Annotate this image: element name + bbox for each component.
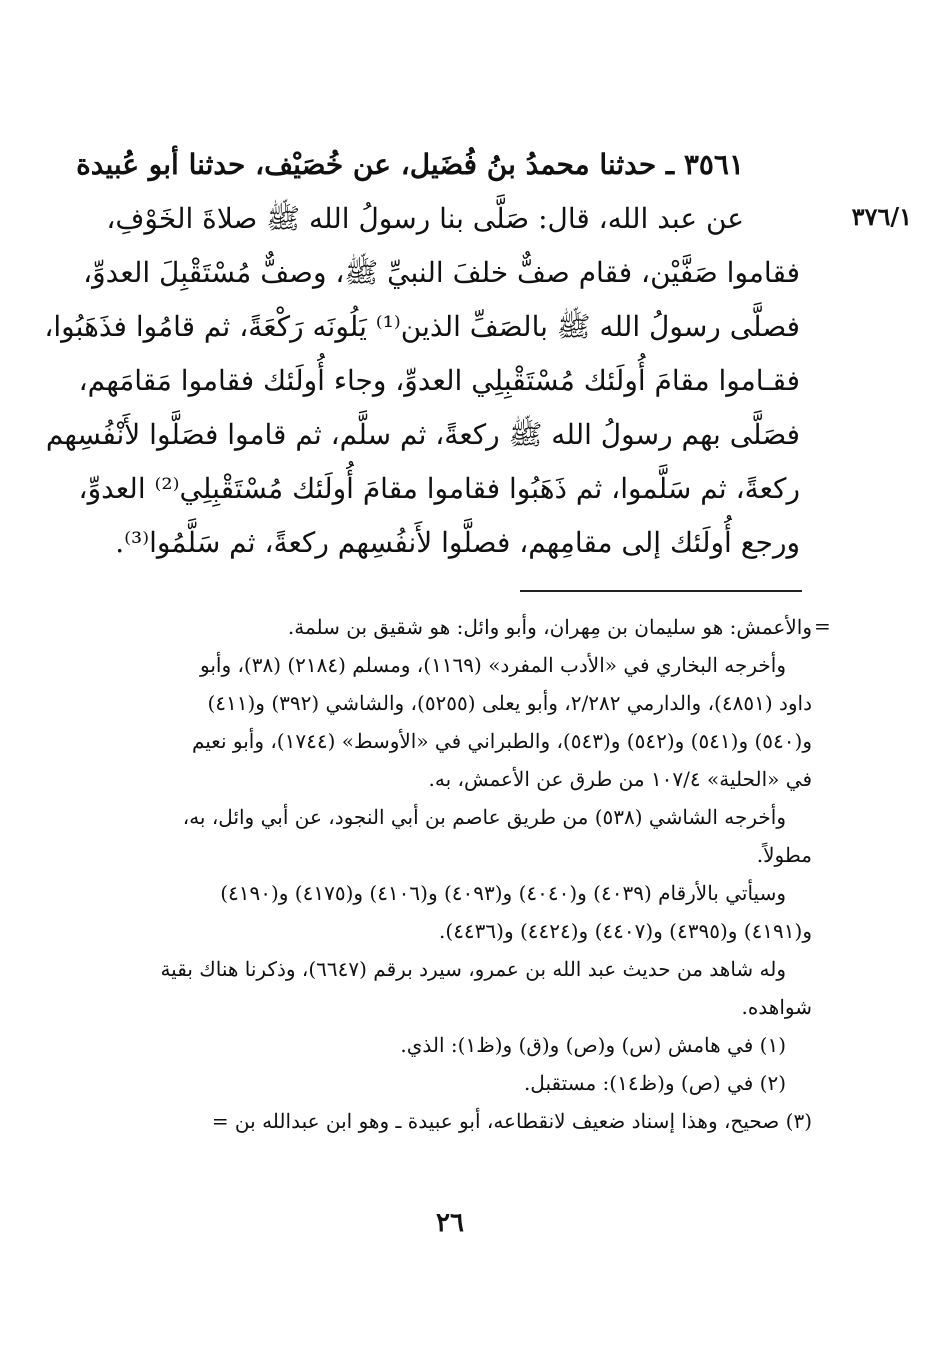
footnote-line-10: وله شاهد من حديث عبد الله بن عمرو، سيرد برقم (٦٦٤٧)، وذكرنا هناك بقية xyxy=(160,957,786,981)
footnote-1: (١) في هامش (س) و(ص) و(ق) و(ظ١): الذي. xyxy=(400,1033,786,1057)
hadith-line-3: فقاموا صَفَّيْن، فقام صفٌّ خلفَ النبيِّ ﷺ، وصفٌّ مُسْتَقْبِلَ العدوِّ، xyxy=(83,256,800,289)
footnote-continuation-mark: = xyxy=(814,614,831,638)
hadith-text xyxy=(44,138,800,570)
footnote-line-1: والأعمش: هو سليمان بن مِهران، وأبو وائل: هو شقيق بن سلمة. xyxy=(287,615,812,639)
hadith-line-4: فصلَّى رسولُ الله ﷺ بالصَفِّ الذين⁽¹⁾ يَلُونَه رَكْعَةً، ثم قامُوا فذَهَبُوا، xyxy=(44,310,800,343)
hadith-line-5: فقـاموا مقامَ أُولَئك مُسْتَقْبِلِي العدوِّ، وجاء أُولَئك فقاموا مَقامَهم، xyxy=(78,364,800,397)
footnote-line-9: و(٤١٩١) و(٤٣٩٥) و(٤٤٠٧) و(٤٤٢٤) و(٤٤٣٦). xyxy=(439,919,812,943)
footnote-line-7: مطولاً. xyxy=(756,843,812,867)
footnote-line-8: وسيأتي بالأرقام (٤٠٣٩) و(٤٠٤٠) و(٤٠٩٣) و(٤١٠٦) و(٤١٧٥) و(٤١٩٠) xyxy=(220,881,786,905)
hadith-line-1: ٣٥٦١ ـ حدثنا محمدُ بنُ فُضَيل، عن خُصَيْف، حدثنا أبو عُبيدة xyxy=(76,148,744,181)
footnote-3: (٣) صحيح، وهذا إسناد ضعيف لانقطاعه، أبو عبيدة ـ وهو ابن عبدالله بن = xyxy=(211,1109,812,1133)
hadith-line-6: فصَلَّى بهم رسولُ الله ﷺ ركعةً، ثم سلَّم، ثم قاموا فصَلَّوا لأَنْفُسِهم xyxy=(45,418,800,451)
footnote-2: (٢) في (ص) و(ظ١٤): مستقبل. xyxy=(523,1071,786,1095)
footnote-line-3: داود (٤٨٥١)، والدارمي ٢/٢٨٢، وأبو يعلى (٥٢٥٥)، والشاشي (٣٩٢) و(٤١١) xyxy=(207,691,812,715)
footnote-separator xyxy=(520,590,802,592)
hadith-line-2: عن عبد الله، قال: صَلَّى بنا رسولُ الله ﷺ صلاةَ الخَوْفِ، xyxy=(106,202,744,235)
footnote-line-5: في «الحلية» ١٠٧/٤ من طرق عن الأعمش، به. xyxy=(428,767,812,791)
footnote-line-2: وأخرجه البخاري في «الأدب المفرد» (١١٦٩)، ومسلم (٢١٨٤) (٣٨)، وأبو xyxy=(199,653,786,677)
footnote-line-6: وأخرجه الشاشي (٥٣٨) من طريق عاصم بن أبي النجود، عن أبي وائل، به، xyxy=(182,805,786,829)
footnote-line-11: شواهده. xyxy=(741,995,812,1019)
footnotes xyxy=(98,608,812,1140)
hadith-line-7: ركعةً، ثم سَلَّموا، ثم ذَهَبُوا فقاموا مقامَ أُولَئك مُسْتَقْبِلِي⁽²⁾ العدوِّ، xyxy=(78,472,800,505)
footnote-line-4: و(٥٤٠) و(٥٤١) و(٥٤٢) و(٥٤٣)، والطبراني في «الأوسط» (١٧٤٤)، وأبو نعيم xyxy=(191,729,812,753)
page-number: ٢٦ xyxy=(436,1208,464,1238)
hadith-line-8: ورجع أُولَئك إلى مقامِهم، فصلَّوا لأَنفُسِهم ركعةً، ثم سَلَّمُوا⁽³⁾. xyxy=(115,526,800,559)
margin-volume-page-reference: ٣٧٦/١ xyxy=(851,202,912,231)
